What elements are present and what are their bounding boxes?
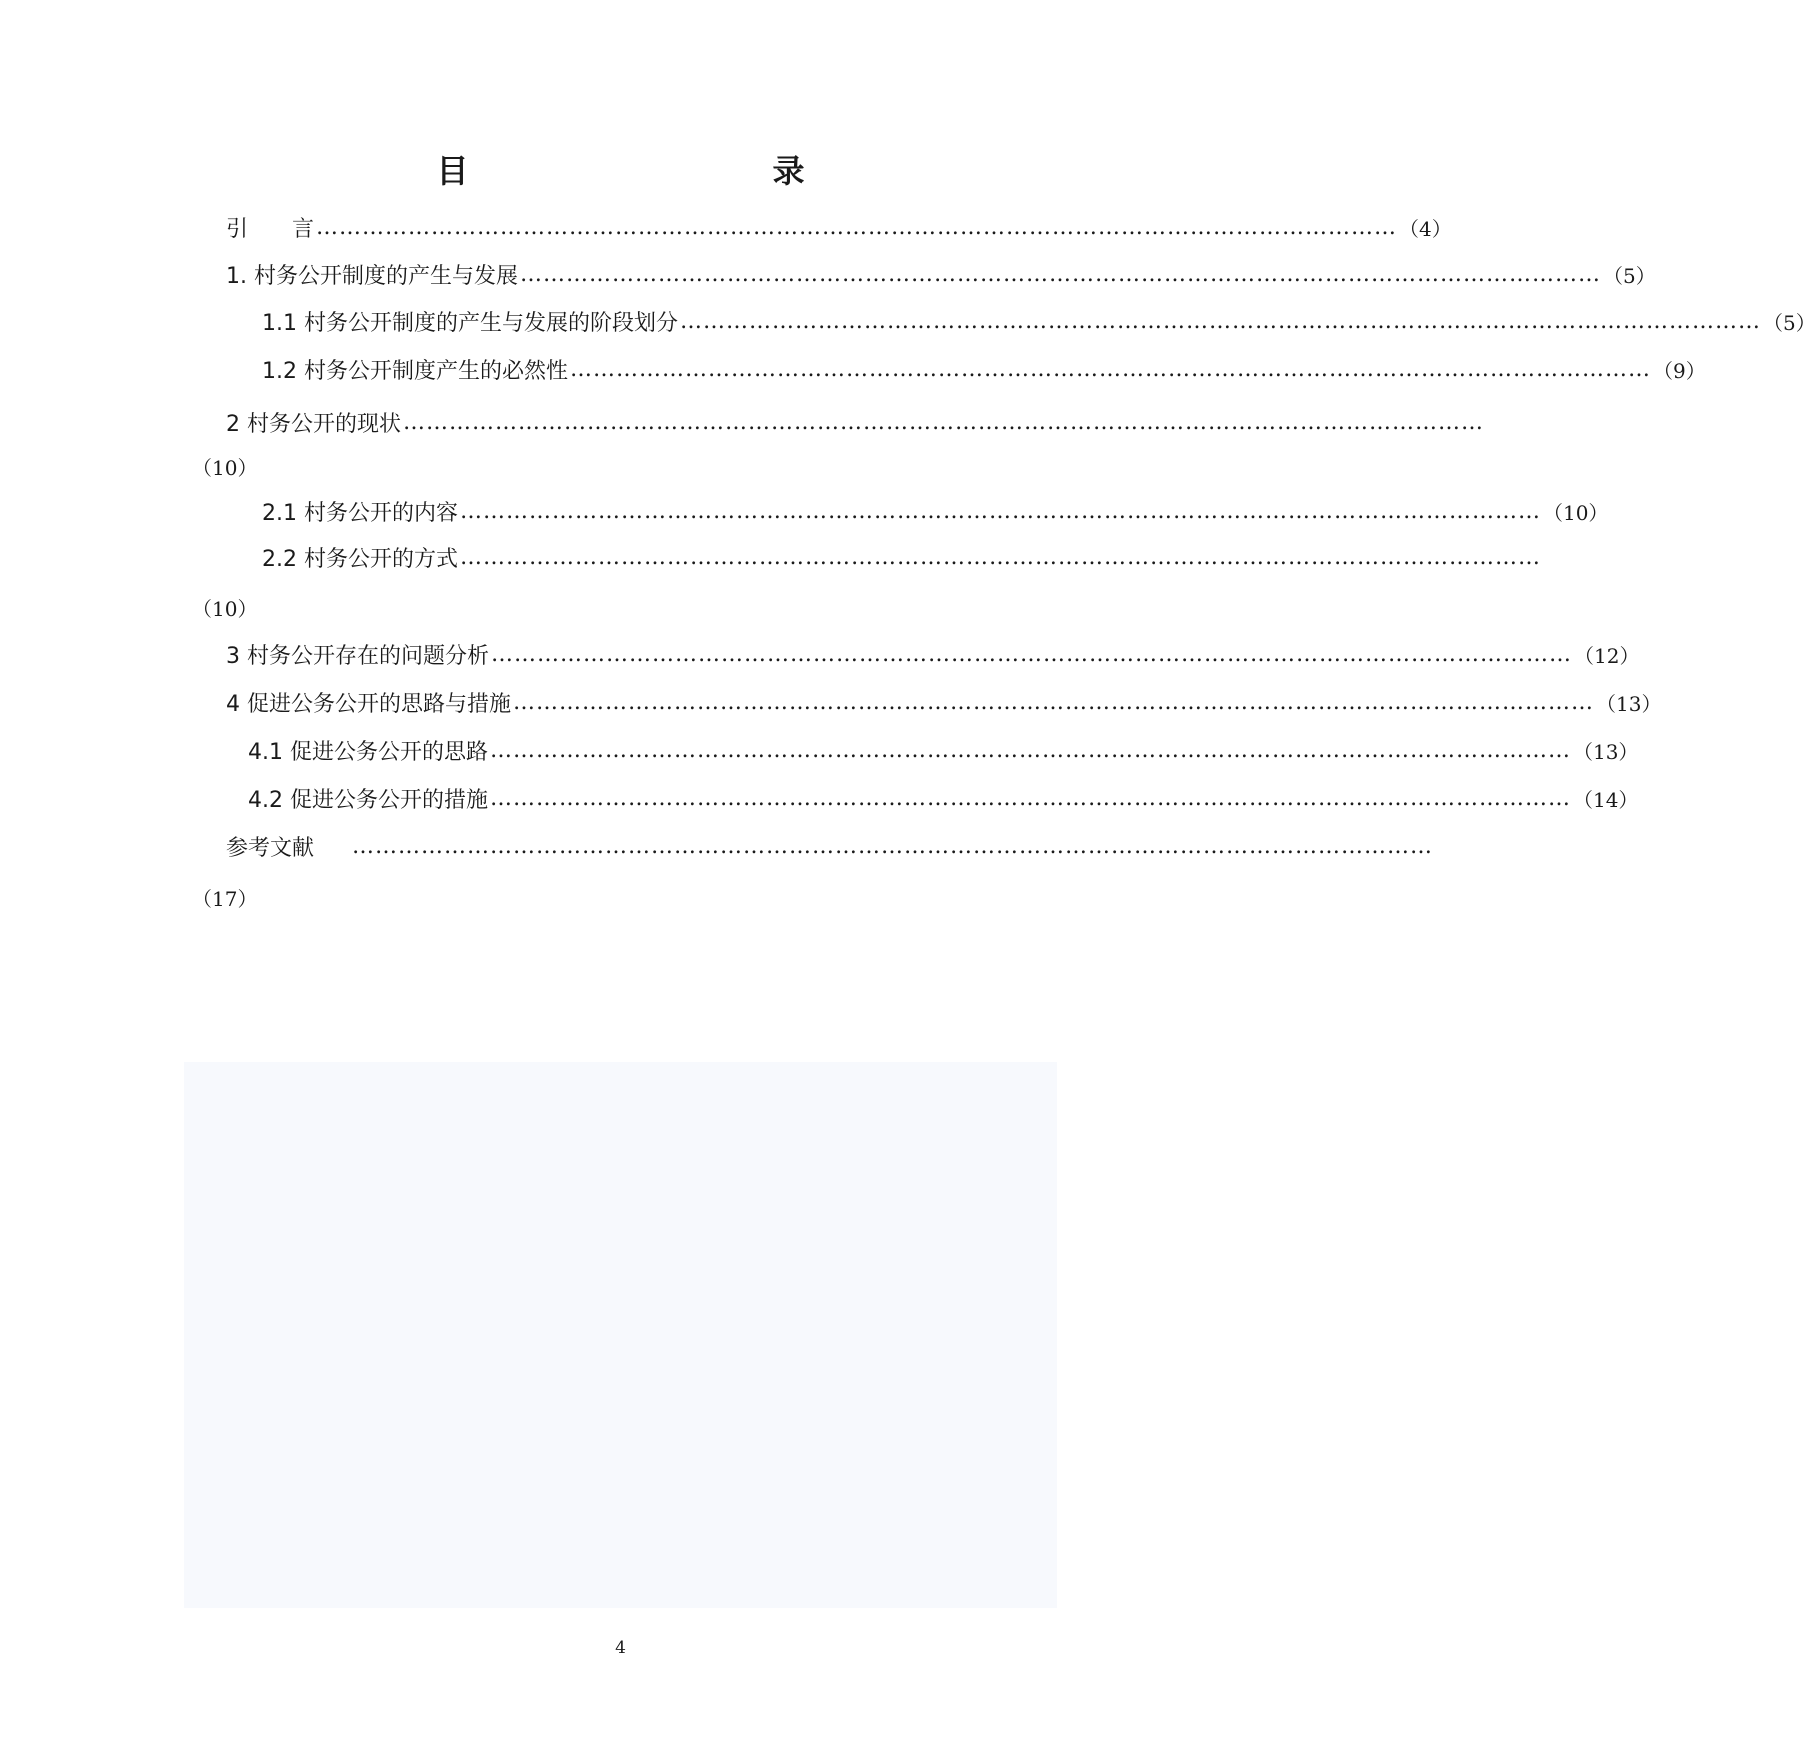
leader-dots: …………………………………………………………………………………………………………………………… bbox=[459, 498, 1541, 524]
toc-entry-page: （14） bbox=[1572, 787, 1639, 812]
toc-entry-1-1[interactable] bbox=[262, 305, 1816, 337]
toc-entry-page: （5） bbox=[1762, 310, 1816, 335]
leader-dots: …………………………………………………………………………………………………………………………… bbox=[352, 833, 1434, 859]
leader-dots: …………………………………………………………………………………………………………………………… bbox=[459, 544, 1541, 570]
toc-entry-page: （10） bbox=[1542, 500, 1609, 525]
toc-entry-title: 4.1 促进公务公开的思路 bbox=[248, 739, 488, 765]
leader-dots: …………………………………………………………………………………………………………………………… bbox=[489, 785, 1571, 811]
toc-entry-page: （13） bbox=[1596, 691, 1662, 716]
toc-entry-2[interactable] bbox=[226, 406, 1484, 438]
toc-entry-title: 参考文献 bbox=[226, 835, 315, 861]
toc-entry-4[interactable] bbox=[226, 686, 1662, 718]
toc-entry-1[interactable] bbox=[226, 258, 1656, 290]
toc-entry-intro[interactable] bbox=[226, 211, 1452, 243]
toc-entry-title: 1. 村务公开制度的产生与发展 bbox=[226, 263, 518, 289]
toc-entry-2-page: （10） bbox=[192, 456, 258, 480]
leader-dots: …………………………………………………………………………………………………………………………… bbox=[569, 356, 1651, 382]
toc-entry-2-1[interactable] bbox=[262, 495, 1609, 527]
leader-dots: …………………………………………………………………………………………………………………………… bbox=[489, 737, 1571, 763]
toc-heading: 目 录 bbox=[436, 152, 885, 190]
toc-entry-4-1[interactable] bbox=[248, 734, 1639, 766]
toc-entry-title: 引 言 bbox=[226, 216, 315, 242]
leader-dots: …………………………………………………………………………………………………………………………… bbox=[519, 261, 1601, 287]
toc-entry-title: 4 促进公务公开的思路与措施 bbox=[226, 691, 511, 717]
toc-entry-2-2-page: （10） bbox=[192, 597, 258, 621]
toc-entry-title: 2 村务公开的现状 bbox=[226, 411, 401, 437]
toc-entry-4-2[interactable] bbox=[248, 782, 1639, 814]
page-number: 4 bbox=[615, 1638, 626, 1658]
leader-dots: …………………………………………………………………………………………………………………………… bbox=[679, 308, 1761, 334]
toc-entry-title: 2.1 村务公开的内容 bbox=[262, 500, 458, 526]
toc-entry-references-page: （17） bbox=[192, 887, 258, 911]
toc-entry-title: 1.1 村务公开制度的产生与发展的阶段划分 bbox=[262, 310, 678, 336]
toc-entry-references[interactable] bbox=[226, 830, 1434, 862]
toc-entry-2-2[interactable] bbox=[262, 541, 1541, 573]
leader-dots: …………………………………………………………………………………………………………………………… bbox=[403, 409, 1484, 435]
leader-dots: …………………………………………………………………………………………………………………………… bbox=[491, 641, 1572, 667]
toc-entry-page: （12） bbox=[1574, 643, 1640, 668]
toc-entry-page: （9） bbox=[1652, 358, 1706, 383]
shaded-area bbox=[184, 1062, 1057, 1608]
toc-entry-page: （4） bbox=[1399, 216, 1452, 241]
toc-entry-page: （13） bbox=[1572, 739, 1639, 764]
toc-entry-page: （5） bbox=[1602, 263, 1656, 288]
toc-entry-3[interactable] bbox=[226, 638, 1640, 670]
leader-dots: …………………………………………………………………………………………………………………………… bbox=[316, 214, 1398, 240]
toc-entry-title: 1.2 村务公开制度产生的必然性 bbox=[262, 358, 568, 384]
toc-entry-1-2[interactable] bbox=[262, 353, 1706, 385]
toc-entry-title: 4.2 促进公务公开的措施 bbox=[248, 787, 488, 813]
toc-entry-title: 2.2 村务公开的方式 bbox=[262, 546, 458, 572]
leader-dots: …………………………………………………………………………………………………………………………… bbox=[513, 689, 1594, 715]
toc-entry-title: 3 村务公开存在的问题分析 bbox=[226, 643, 489, 669]
